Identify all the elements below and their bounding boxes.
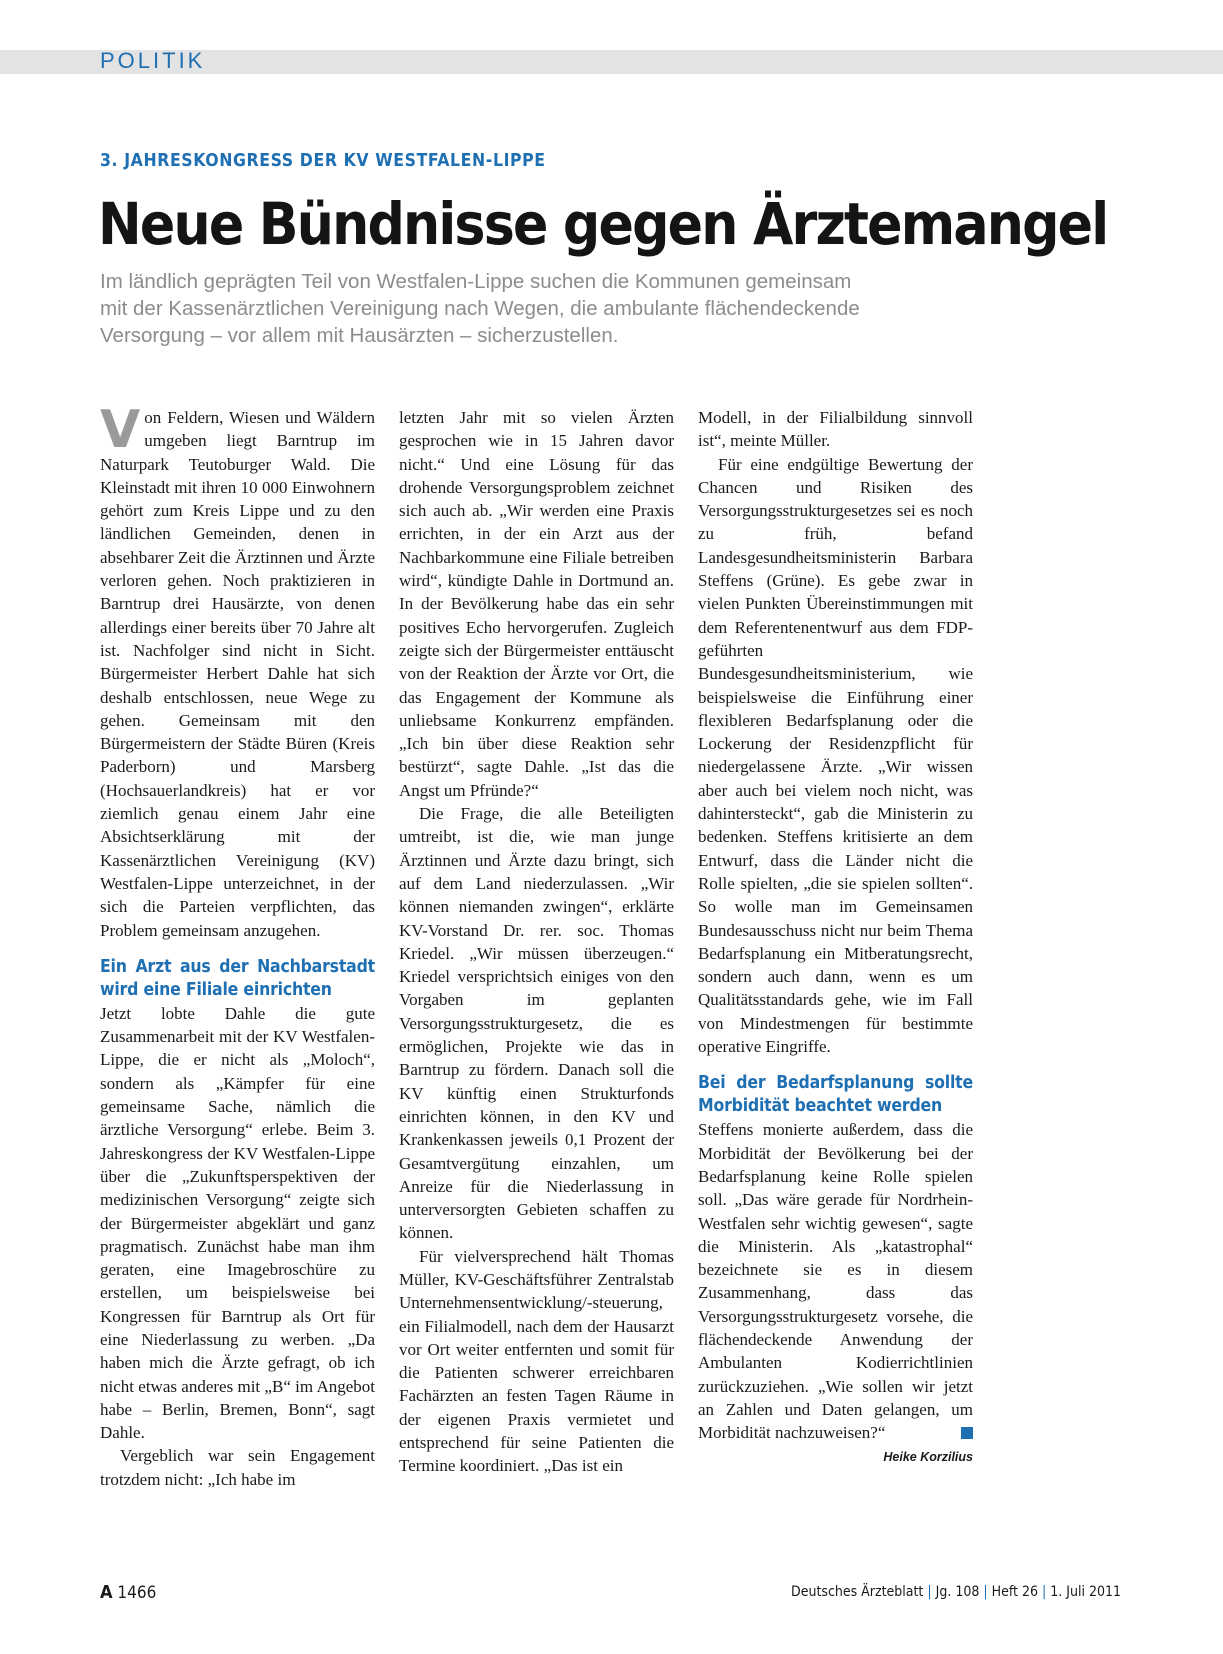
paragraph: Für vielversprechend hält Thomas Müller, KV-Geschäftsführer Zentralstab Unternehmensentwicklung/-steuerung, ein Filialmodell, nach dem der Hausarzt vor Ort weiter entfernten und somit für die Patienten schwerer erreichbaren Fachärzten an festen Tagen Räume in der eigenen Praxis vermietet und entsprechend für seine Patienten die Termine koordiniert. „Das ist ein [399,1246,674,1476]
paragraph: Steffens monierte außerdem, dass die Morbidität der Bevölkerung bei der Bedarfsplanung keine Rolle spielen soll. „Das wäre gerade für Nordrhein-Westfalen sehr wichtig gewesen“, sagte die Ministerin. Als „katastrophal“ bezeichnete sie es in diesem Zusammenhang, dass das Versorgungsstrukturgesetz vorsehe, die flächendeckende Anwendung der Ambulanten Kodierrichtlinien zurückzuziehen. „Wie sollen wir jetzt an Zahlen und Daten gelangen, um Morbidität nachzuweisen?“ [698,1120,973,1443]
article-lead [100,268,980,349]
paragraph: Modell, in der Filialbildung sinnvoll ist“, meinte Müller. [698,408,973,451]
paragraph: Jetzt lobte Dahle die gute Zusammenarbeit mit der KV Westfalen-Lippe, die er nicht als „Moloch“, sondern als „Kämpfer für eine gemeinsame Sache, nämlich die ärztliche Versorgung“ erlebe. Beim 3. Jahreskongress der KV Westfalen-Lippe über die „Zukunftsperspektiven der medizinischen Versorgung“ zeigte sich der Bürgermeister abgeklärt und ganz pragmatisch. Zunächst habe man ihm geraten, eine Imagebroschüre zu erstellen, um beispielsweise bei Kongressen für Barntrup als Ort für eine Niederlassung zu werben. „Da haben mich die Ärzte gefragt, ob ich nicht etwas anderes mit „B“ im Angebot habe – Berlin, Bremen, Bonn“, sagt Dahle. [100,1003,375,1443]
paragraph: Die Frage, die alle Beteiligten umtreibt, ist die, wie man junge Ärztinnen und Ärzte dazu bringt, sich auf dem Land niederzulassen. „Wir können niemanden zwingen“, erklärte KV-Vorstand Dr. rer. soc. Thomas Kriedel. „Wir müssen überzeugen.“ Kriedel versprichtsich einiges von den Vorgaben im geplanten Versorgungsstrukturgesetz, die es ermöglichen, Projekte wie das in Barntrup zu fördern. Danach soll die KV künftig einen Strukturfonds einrichten können, in den KV und Krankenkassen jeweils 0,1 Prozent der Gesamtvergütung einzahlen, um Anreize für die Niederlassung in unterversorgten Gebieten schaffen zu können. [399,804,674,1243]
paragraph: Von Feldern, Wiesen und Wäldern umgeben liegt Barntrup im Naturpark Teutoburger Wald. Die Kleinstadt mit ihren 10 000 Einwohnern gehört zum Kreis Lippe und zu den ländlichen Gemeinden, denen in absehbarer Zeit die Ärztinnen und Ärzte verloren gehen. Noch praktizieren in Barntrup drei Hausärzte, von denen allerdings einer bereits über 70 Jahre alt ist. Nachfolger sind nicht in Sicht. Bürgermeister Herbert Dahle hat sich deshalb entschlossen, neue Wege zu gehen. Gemeinsam mit den Bürgermeistern der Städte Büren (Kreis Paderborn) und Marsberg (Hochsauerlandkreis) hat er vor ziemlich genau einem Jahr eine Absichtserklärung mit der Kassenärztlichen Vereinigung (KV) Westfalen-Lippe unterzeichnet, in der sich die Parteien verpflichten, das Problem gemeinsam anzugehen. [100,400,375,940]
subheading: Ein Arzt aus der Nachbarstadt wird eine Filiale einrichten [100,956,375,1000]
paragraph: Für eine endgültige Bewertung der Chancen und Risiken des Versorgungsstrukturgesetzes sei es noch zu früh, befand Landesgesundheitsministerin Barbara Steffens (Grüne). Es gebe zwar in vielen Punkten Übereinstimmungen mit dem Referentenentwurf aus dem FDP-geführten Bundesgesundheitsministerium, wie beispielsweise die Einführung einer flexibleren Bedarfsplanung oder die Lockerung der Residenzpflicht für niedergelassene Ärzte. „Wir wissen aber auch bei vielem noch nicht, was dahintersteckt“, gab die Ministerin zu bedenken. Steffens kritisierte an dem Entwurf, dass die Länder nicht die Rolle spielten, „die sie spielen sollten“. So wolle man im Gemeinsamen Bundesausschuss nicht nur beim Thema Bedarfsplanung ein Mitberatungsrecht, sondern auch dann, wenn es um Qualitätsstandards gehe, wie im Fall von Mindestmengen für bestimmte operative Eingriffe. [698,454,973,1057]
text-column-2 [399,406,674,1478]
lead-line: Im ländlich geprägten Teil von Westfalen-Lippe suchen die Kommunen gemeinsam [100,270,852,293]
article-headline: Neue Bündnisse gegen Ärztemangel [98,190,1108,258]
end-mark-icon [961,1427,973,1439]
section-label: POLITIK [100,48,206,73]
text-column-3 [698,406,973,1470]
subheading: Bei der Bedarfsplanung sollte Morbidität beachtet werden [698,1073,973,1117]
journal-name: Deutsches Ärzteblatt [791,1584,924,1600]
journal-issue: Heft 26 [991,1584,1038,1600]
lead-line: Versorgung – vor allem mit Hausärzten – sicherzustellen. [100,324,619,347]
author-byline: Heike Korzilius [883,1450,973,1465]
lead-line: mit der Kassenärztlichen Vereinigung nach Wegen, die ambulante flächendeckende [100,297,860,320]
page-number: A 1466 [100,1582,157,1603]
article-kicker: 3. JAHRESKONGRESS DER KV WESTFALEN-LIPPE [100,151,546,171]
paragraph: letzten Jahr mit so vielen Ärzten gesprochen wie in 15 Jahren davor nicht.“ Und eine Lösung für das drohende Versorgungsproblem zeichnet sich auch ab. „Wir werden eine Praxis errichten, in der ein Arzt aus der Nachbarkommune eine Filiale betreiben wird“, kündigte Dahle in Dortmund an. In der Bevölkerung habe das ein sehr positives Echo hervorgerufen. Zugleich zeigte sich der Bürgermeister enttäuscht von der Reaktion der Ärzte vor Ort, die das Engagement der Kommune als unliebsame Konkurrenz empfänden. „Ich bin über diese Reaktion sehr bestürzt“, sagte Dahle. „Ist das die Angst um Pfründe?“ [399,408,674,800]
drop-cap: V [100,400,141,460]
journal-volume: Jg. 108 [935,1584,980,1600]
text-column-1 [100,400,375,1491]
journal-footer: Deutsches Ärzteblatt | Jg. 108 | Heft 26 | 1. Juli 2011 [791,1584,1121,1600]
paragraph: Vergeblich war sein Engagement trotzdem nicht: „Ich habe im [100,1446,375,1489]
journal-date: 1. Juli 2011 [1050,1584,1121,1600]
